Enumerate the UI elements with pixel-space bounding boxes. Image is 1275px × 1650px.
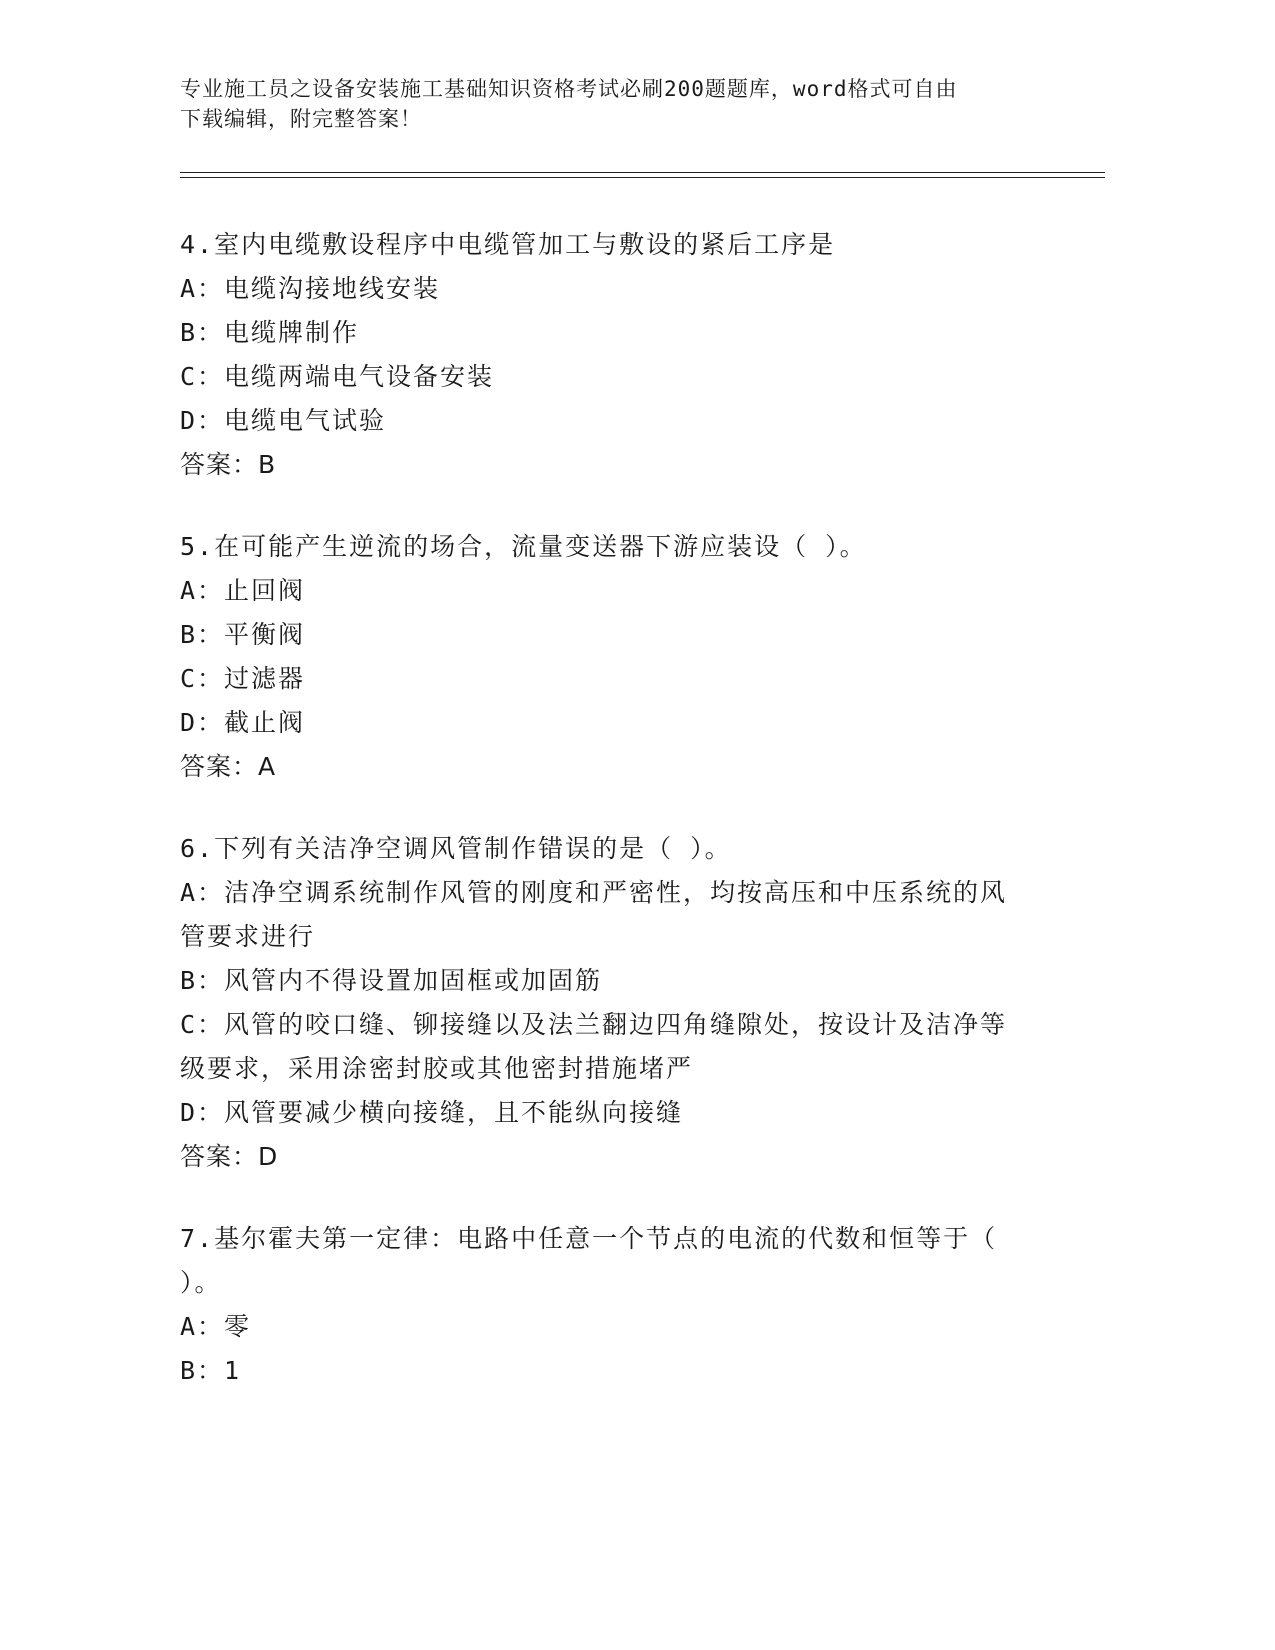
option-a-continued: 管要求进行 <box>180 922 316 951</box>
option-b: B：风管内不得设置加固框或加固筋 <box>180 966 603 995</box>
option-d: D：风管要减少横向接缝，且不能纵向接缝 <box>180 1098 684 1127</box>
header-title-line-2: 下载编辑，附完整答案！ <box>180 107 422 131</box>
option-c: C：过滤器 <box>180 664 306 693</box>
question-stem: 4.室内电缆敷设程序中电缆管加工与敷设的紧后工序是 <box>180 230 836 259</box>
option-a: A：洁净空调系统制作风管的刚度和严密性，均按高压和中压系统的风 <box>180 878 1008 907</box>
header-divider <box>180 172 1105 178</box>
option-b: B：平衡阀 <box>180 620 306 649</box>
option-c: C：风管的咬口缝、铆接缝以及法兰翻边四角缝隙处，按设计及洁净等 <box>180 1010 1008 1039</box>
question-5 <box>180 525 1040 789</box>
question-6 <box>180 827 1040 1179</box>
question-stem-continued: ）。 <box>180 1268 222 1297</box>
question-7 <box>180 1217 1040 1393</box>
option-d: D：电缆电气试验 <box>180 406 387 435</box>
option-d: D：截止阀 <box>180 708 306 737</box>
document-header <box>180 74 1050 134</box>
option-a: A：止回阀 <box>180 576 306 605</box>
question-stem: 6.下列有关洁净空调风管制作错误的是（ ）。 <box>180 834 732 863</box>
option-b: B：电缆牌制作 <box>180 318 360 347</box>
header-title-line-1: 专业施工员之设备安装施工基础知识资格考试必刷200题题库，word格式可自由 <box>180 77 958 101</box>
answer-line: 答案：B <box>180 450 277 479</box>
question-stem: 7.基尔霍夫第一定律：电路中任意一个节点的电流的代数和恒等于（ <box>180 1224 998 1253</box>
answer-line: 答案：D <box>180 1142 279 1171</box>
question-4 <box>180 223 1040 487</box>
option-a: A：电缆沟接地线安装 <box>180 274 441 303</box>
option-c: C：电缆两端电气设备安装 <box>180 362 495 391</box>
option-b: B：1 <box>180 1356 242 1385</box>
answer-line: 答案：A <box>180 752 277 781</box>
question-list <box>180 223 1040 1431</box>
option-a: A：零 <box>180 1312 252 1341</box>
question-stem: 5.在可能产生逆流的场合，流量变送器下游应装设（ ）。 <box>180 532 867 561</box>
option-c-continued: 级要求，采用涂密封胶或其他密封措施堵严 <box>180 1054 694 1083</box>
